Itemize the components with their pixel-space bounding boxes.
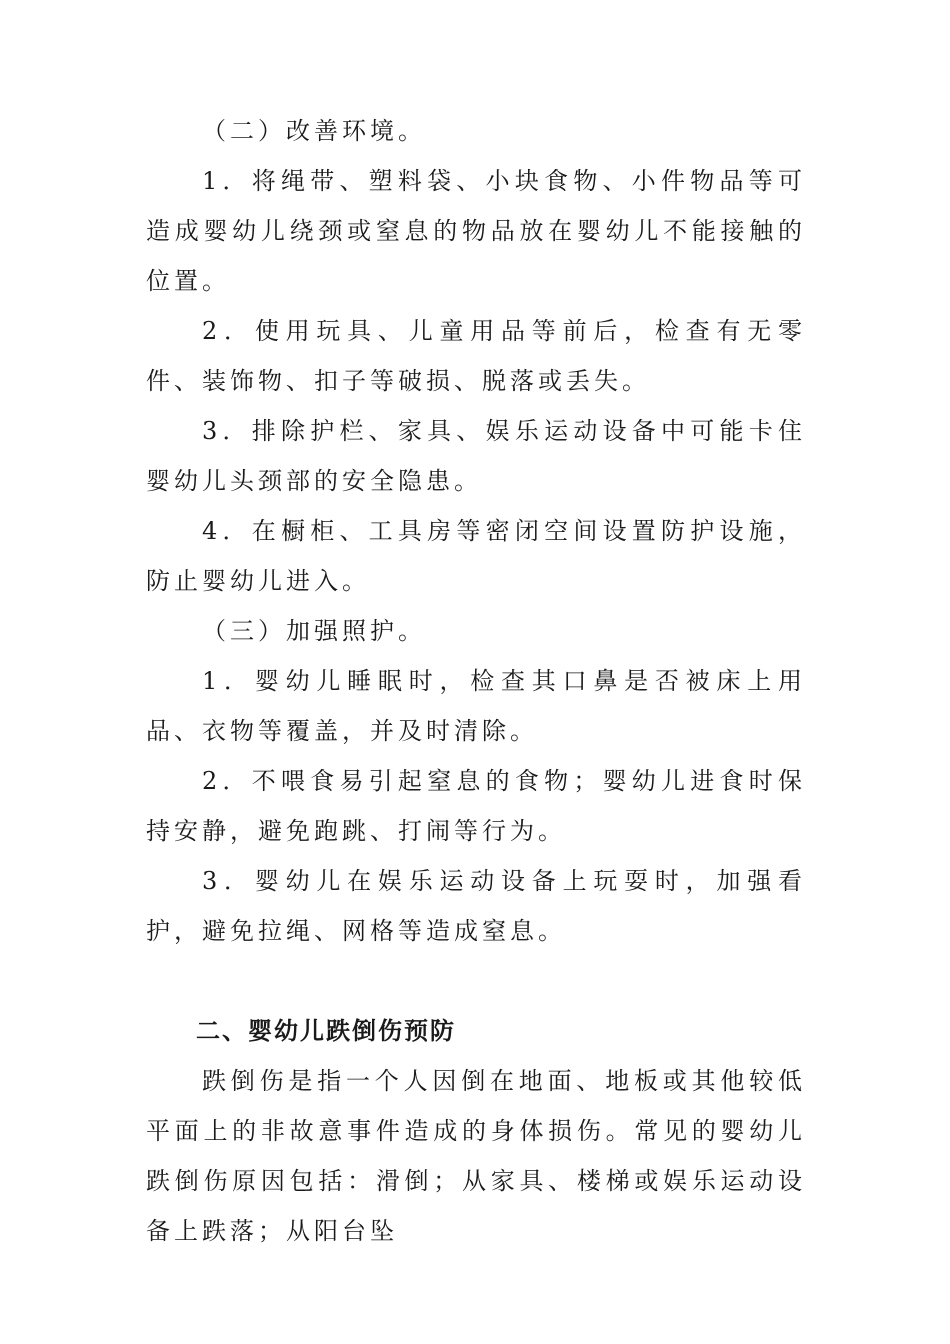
section-heading-fall-injury: 二、婴幼儿跌倒伤预防: [196, 1017, 456, 1045]
list-item: 1．婴幼儿睡眠时，检查其口鼻是否被床上用品、衣物等覆盖，并及时清除。: [146, 667, 806, 745]
document-body: [146, 106, 806, 1256]
list-item: 4．在橱柜、工具房等密闭空间设置防护设施，防止婴幼儿进入。: [146, 517, 806, 595]
list-item: 3．排除护栏、家具、娱乐运动设备中可能卡住婴幼儿头颈部的安全隐患。: [146, 417, 806, 495]
list-item: 3．婴幼儿在娱乐运动设备上玩耍时，加强看护，避免拉绳、网格等造成窒息。: [146, 867, 806, 945]
list-item: 2．使用玩具、儿童用品等前后，检查有无零件、装饰物、扣子等破损、脱落或丢失。: [146, 317, 806, 395]
list-item: 1．将绳带、塑料袋、小块食物、小件物品等可造成婴幼儿绕颈或窒息的物品放在婴幼儿不能接触的位置。: [146, 167, 806, 295]
list-item: 2．不喂食易引起窒息的食物；婴幼儿进食时保持安静，避免跑跳、打闹等行为。: [146, 767, 806, 845]
body-paragraph: 跌倒伤是指一个人因倒在地面、地板或其他较低平面上的非故意事件造成的身体损伤。常见的婴幼儿跌倒伤原因包括：滑倒；从家具、楼梯或娱乐运动设备上跌落；从阳台坠: [146, 1067, 806, 1245]
subsection-heading-strengthen-care: （三）加强照护。: [202, 617, 426, 645]
subsection-heading-improve-environment: （二）改善环境。: [202, 117, 426, 145]
